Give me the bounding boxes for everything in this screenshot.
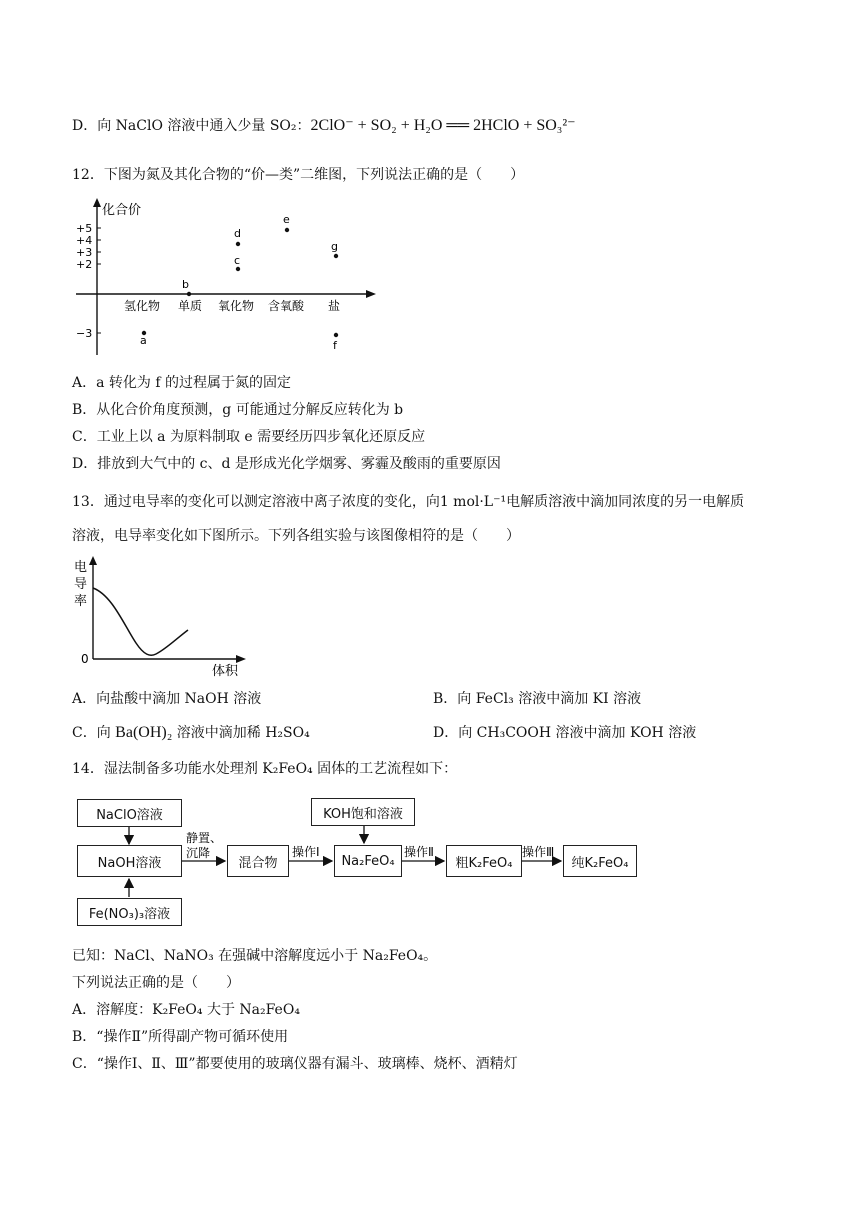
q12-x-arrow [366, 290, 376, 298]
q12-option-a: A．a 转化为 f 的过程属于氮的固定 [72, 375, 291, 391]
q13-option-c [72, 723, 310, 743]
q12-point-d [236, 242, 240, 246]
q12-xtick-salt: 盐 [328, 299, 341, 313]
flow-box-koh: KOH饱和溶液 [311, 798, 415, 826]
q13-stem-line2: 溶液，电导率变化如下图所示。下列各组实验与该图像相符的是（ ） [72, 528, 520, 544]
q11-option-d-text: D．向 NaClO 溶液中通入少量 SO₂： [72, 118, 311, 134]
q12-y-axis-label: 化合价 [102, 203, 142, 218]
q12-ytick-m3: −3 [76, 327, 93, 340]
q13-curve [93, 588, 188, 655]
q12-point-c [236, 267, 240, 271]
q13-conductivity-chart [72, 555, 252, 680]
q13-xlabel: 体积 [212, 664, 239, 679]
q12-xtick-oxyacid: 含氧酸 [268, 299, 305, 313]
q12-xtick-element: 单质 [178, 299, 203, 313]
q13-option-c-formula: Ba(OH)₂ [115, 724, 173, 741]
q12-label-f: f [333, 339, 337, 352]
q13-option-d: D．向 CH₃COOH 溶液中滴加 KOH 溶液 [433, 725, 697, 741]
q13-option-c-suffix: 溶液中滴加稀 H₂SO₄ [172, 725, 310, 741]
flow-box-naoh: NaOH溶液 [77, 845, 182, 877]
q12-point-e [285, 228, 289, 232]
q11-option-d-equation: 2ClO⁻ + SO₂ + H₂O ══ 2HClO + SO₃²⁻ [310, 117, 576, 134]
q13-option-c-prefix: C．向 [72, 725, 116, 741]
q12-ytick-p5: +5 [76, 222, 93, 235]
q12-ytick-p3: +3 [76, 246, 93, 259]
q11-option-d [72, 116, 576, 136]
q14-option-a: A．溶解度：K₂FeO₄ 大于 Na₂FeO₄ [72, 1002, 300, 1018]
arrow-label-settle-2: 沉降 [186, 846, 211, 860]
arrow-label-op1: 操作Ⅰ [292, 845, 320, 859]
flow-box-mixture: 混合物 [227, 845, 289, 877]
arrow-label-settle-1: 静置、 [186, 831, 223, 845]
flow-box-fe: Fe(NO₃)₃溶液 [77, 898, 182, 926]
q12-label-g: g [331, 240, 338, 253]
q13-option-a: A．向盐酸中滴加 NaOH 溶液 [72, 691, 262, 707]
q12-point-f [334, 333, 338, 337]
q13-option-b: B．向 FeCl₃ 溶液中滴加 KI 溶液 [433, 691, 642, 707]
q12-y-arrow [93, 198, 101, 207]
q12-option-b: B．从化合价角度预测，g 可能通过分解反应转化为 b [72, 402, 404, 418]
q12-ytick-p4: +4 [76, 234, 93, 247]
q12-label-c: c [234, 254, 241, 267]
arrow-label-op2: 操作Ⅱ [404, 845, 434, 859]
q13-y-arrow [89, 556, 97, 565]
flow-box-naclo: NaClO溶液 [77, 799, 182, 827]
q13-ylabel-1: 电 [74, 560, 88, 575]
q12-ytick-p2: +2 [76, 258, 93, 271]
q12-point-b [187, 292, 191, 296]
q14-question: 下列说法正确的是（ ） [72, 975, 240, 991]
q13-x-arrow [236, 655, 246, 663]
q14-option-b: B．“操作Ⅱ”所得副产物可循环使用 [72, 1029, 289, 1045]
q12-points [140, 213, 341, 352]
q12-label-a: a [140, 334, 147, 347]
q12-xtick-hydride: 氢化物 [124, 299, 161, 313]
arrow-label-op3: 操作Ⅲ [522, 845, 555, 859]
q13-origin: 0 [81, 652, 89, 666]
q12-label-e: e [283, 213, 290, 226]
q13-ylabel-3: 率 [74, 594, 88, 609]
q14-stem: 14．湿法制备多功能水处理剂 K₂FeO₄ 固体的工艺流程如下： [72, 761, 458, 777]
q12-x-ticks [124, 298, 340, 313]
flow-box-na2feo4: Na₂FeO₄ [334, 845, 402, 877]
flow-box-pure: 纯K₂FeO₄ [563, 845, 637, 877]
q14-option-c: C．“操作Ⅰ、Ⅱ、Ⅲ”都要使用的玻璃仪器有漏斗、玻璃棒、烧杯、酒精灯 [72, 1056, 518, 1072]
q14-known: 已知：NaCl、NaNO₃ 在强碱中溶解度远小于 Na₂FeO₄。 [72, 948, 438, 964]
q14-flow-arrows [0, 790, 660, 930]
flow-box-crude: 粗K₂FeO₄ [446, 845, 522, 877]
q13-ylabel-2: 导 [74, 577, 88, 592]
q13-stem-line1: 13．通过电导率的变化可以测定溶液中离子浓度的变化，向1 mol·L⁻¹电解质溶液中滴加同浓度的另一电解质 [72, 494, 745, 510]
q12-option-c: C．工业上以 a 为原料制取 e 需要经历四步氧化还原反应 [72, 429, 426, 445]
q12-option-d: D．排放到大气中的 c、d 是形成光化学烟雾、雾霾及酸雨的重要原因 [72, 456, 501, 472]
q12-label-b: b [182, 278, 189, 291]
q12-label-d: d [234, 227, 241, 240]
q12-xtick-oxide: 氧化物 [218, 299, 255, 313]
q12-stem: 12．下图为氮及其化合物的“价—类”二维图，下列说法正确的是（ ） [72, 167, 525, 183]
q12-point-g [334, 254, 338, 258]
q12-valence-chart [72, 195, 382, 360]
